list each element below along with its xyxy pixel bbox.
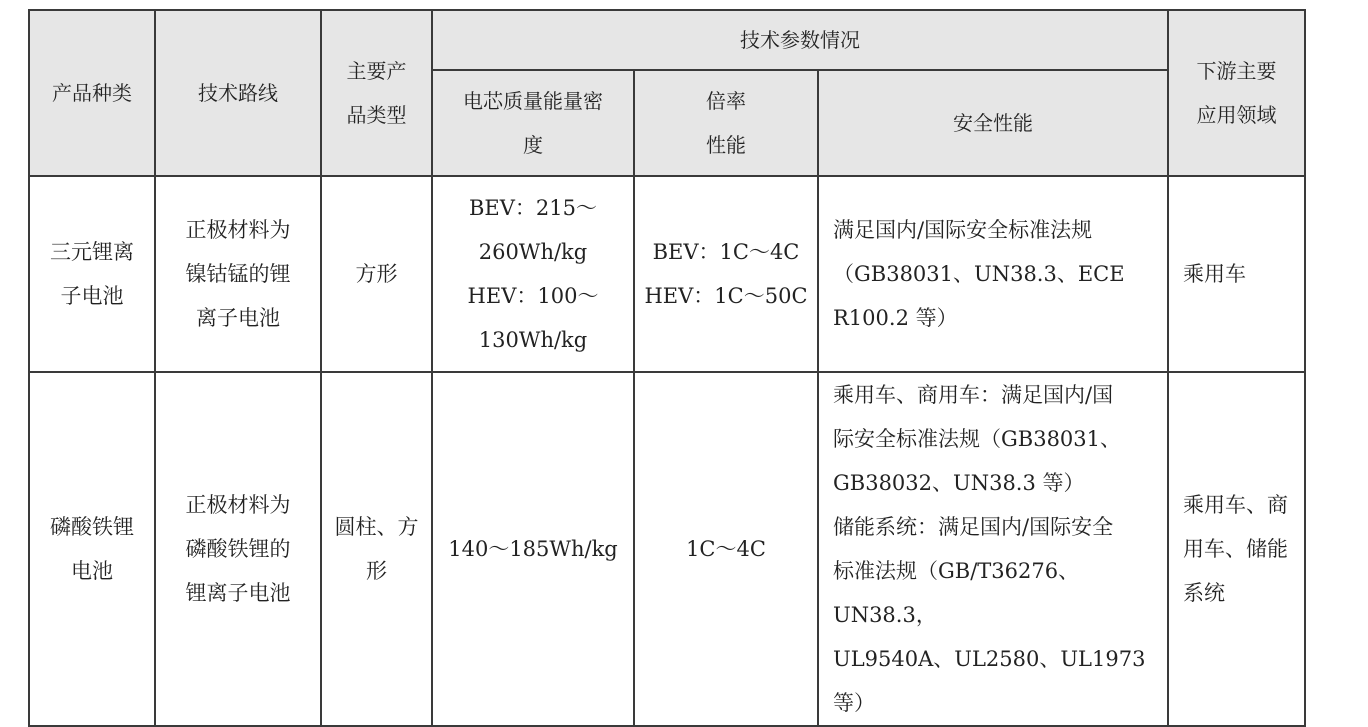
cell-downstream (1168, 176, 1305, 372)
table-row (29, 176, 1305, 372)
cell-line: 磷酸铁锂的 (185, 537, 291, 561)
header-product-type: 产品种类 (29, 10, 155, 176)
cell-line: 电池 (71, 559, 113, 583)
cell-line: 1C～4C (686, 537, 766, 561)
cell-line: 乘用车、商 (1183, 493, 1289, 517)
cell-line: BEV：215～ (468, 196, 597, 220)
cell-downstream (1168, 372, 1305, 726)
header-rate-performance-line: 倍率 (706, 89, 746, 113)
cell-line: 三元锂离 (50, 240, 134, 264)
cell-line: HEV：100～ (467, 284, 599, 308)
cell-line: （GB38031、UN38.3、ECE (833, 262, 1125, 286)
header-energy-density (432, 70, 634, 176)
cell-line: 储能系统：满足国内/国际安全 (833, 515, 1114, 539)
cell-line: 用车、储能 (1183, 537, 1289, 561)
header-tech-params: 技术参数情况 (432, 10, 1168, 70)
cell-line: 方形 (355, 262, 398, 286)
cell-line: 系统 (1183, 581, 1226, 605)
cell-tech-route (155, 372, 321, 726)
cell-safety (818, 372, 1168, 726)
cell-rate-performance (634, 372, 818, 726)
cell-line: 乘用车、商用车：满足国内/国 (833, 383, 1114, 407)
header-downstream-line: 下游主要 (1196, 59, 1277, 83)
cell-line: 子电池 (60, 284, 124, 308)
table-row (29, 372, 1305, 726)
cell-main-product-type (321, 176, 432, 372)
header-energy-density-line: 电芯质量能量密 (463, 89, 603, 113)
cell-line: 260Wh/kg (478, 240, 588, 264)
cell-line: 乘用车 (1183, 262, 1247, 286)
cell-line: 标准法规（GB/T36276、UN38.3， (833, 559, 1080, 627)
cell-line: GB38032、UN38.3 等） (833, 471, 1085, 495)
header-tech-route: 技术路线 (155, 10, 321, 176)
cell-line: R100.2 等） (833, 306, 958, 330)
battery-spec-table (28, 9, 1306, 727)
cell-line: 离子电池 (196, 306, 280, 330)
cell-line: 锂离子电池 (185, 581, 291, 605)
header-main-product-type-line: 品类型 (346, 103, 407, 127)
header-rate-performance-line: 性能 (706, 133, 746, 157)
cell-line: 正极材料为 (185, 218, 291, 242)
cell-line: 镍钴锰的锂 (185, 262, 291, 286)
header-energy-density-line: 度 (523, 133, 543, 157)
cell-rate-performance (634, 176, 818, 372)
cell-line: 130Wh/kg (478, 328, 588, 352)
header-safety: 安全性能 (818, 70, 1168, 176)
cell-line: BEV：1C～4C (652, 240, 800, 264)
header-rate-performance (634, 70, 818, 176)
cell-product-type (29, 372, 155, 726)
cell-energy-density (432, 372, 634, 726)
cell-line: 140～185Wh/kg (448, 537, 618, 561)
cell-line: 满足国内/国际安全标准法规 (833, 218, 1093, 242)
cell-line: HEV：1C～50C (644, 284, 808, 308)
cell-safety (818, 176, 1168, 372)
cell-line: 圆柱、方 (334, 515, 419, 539)
cell-line: 正极材料为 (185, 493, 291, 517)
cell-energy-density (432, 176, 634, 372)
cell-line: 形 (366, 559, 387, 583)
header-downstream (1168, 10, 1305, 176)
cell-tech-route (155, 176, 321, 372)
cell-product-type (29, 176, 155, 372)
cell-main-product-type (321, 372, 432, 726)
header-main-product-type (321, 10, 432, 176)
cell-line: 际安全标准法规（GB38031、 (833, 427, 1122, 451)
header-downstream-line: 应用领域 (1196, 103, 1277, 127)
header-main-product-type-line: 主要产 (346, 59, 407, 83)
cell-line: UL9540A、UL2580、UL1973 等） (833, 647, 1146, 715)
cell-line: 磷酸铁锂 (50, 515, 134, 539)
header-row-1 (29, 10, 1305, 70)
